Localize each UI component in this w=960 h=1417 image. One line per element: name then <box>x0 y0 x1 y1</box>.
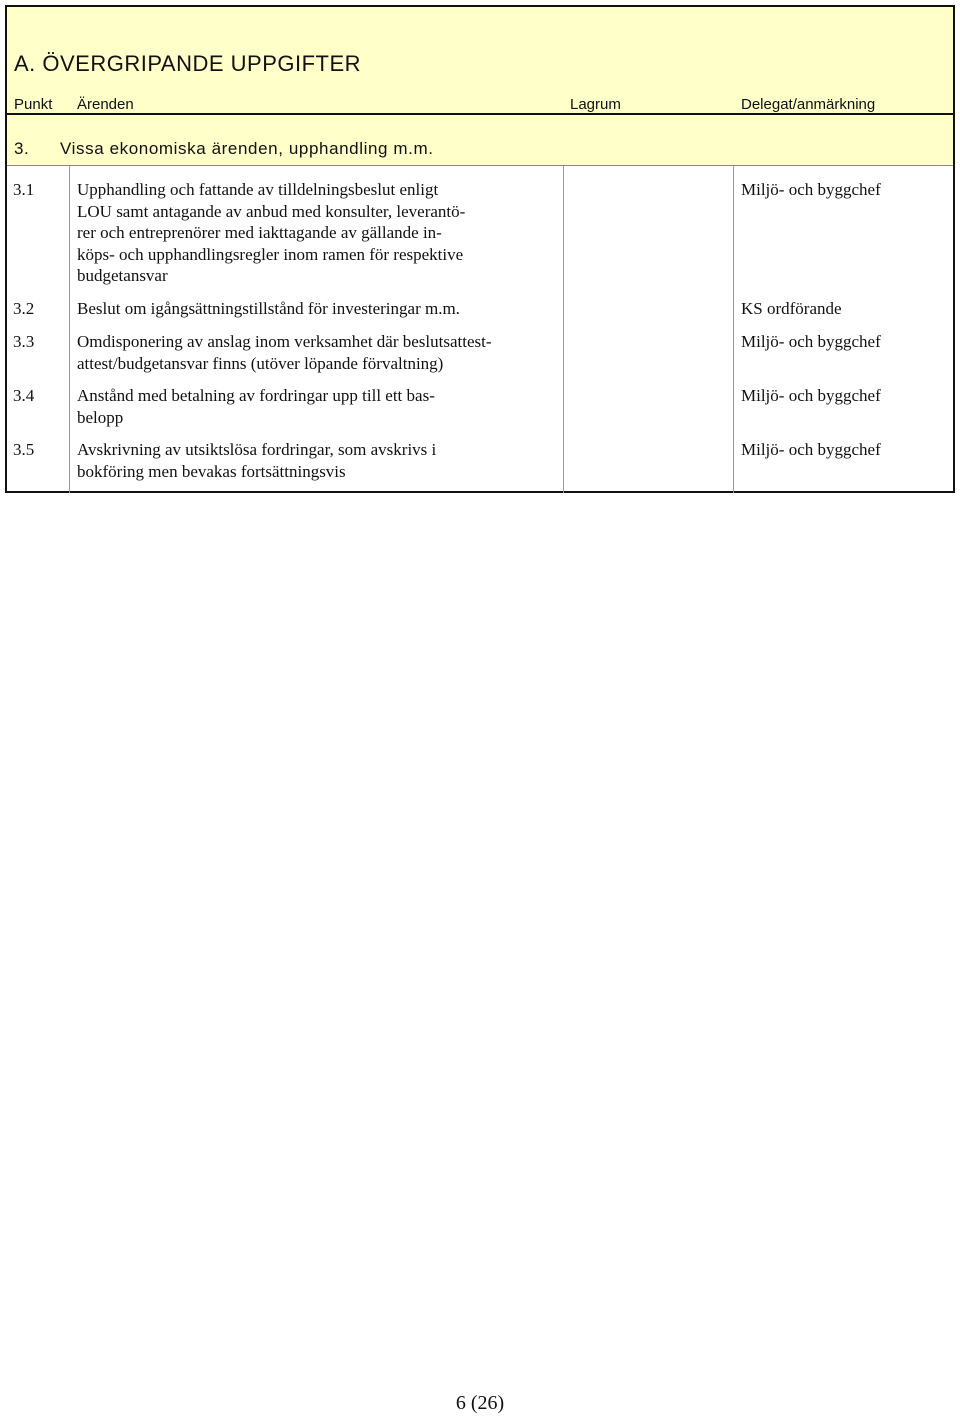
description-line: belopp <box>77 407 124 427</box>
description-line: Beslut om igångsättningstillstånd för investeringar m.m. <box>77 299 460 318</box>
row-number: 3.5 <box>13 440 35 459</box>
column-divider <box>563 166 564 493</box>
column-header-arenden: Ärenden <box>77 96 134 113</box>
row-delegate: Miljö- och byggchef <box>741 440 881 459</box>
section-number: 3. <box>14 139 30 158</box>
description-line: Anstånd med betalning av fordringar upp till ett bas- <box>77 386 435 405</box>
row-description <box>77 385 561 428</box>
description-line: budgetansvar <box>77 266 168 285</box>
delegation-table <box>5 5 955 493</box>
column-header-lagrum: Lagrum <box>570 96 621 113</box>
column-divider <box>69 166 70 493</box>
row-number: 3.3 <box>13 332 35 351</box>
column-header-delegat: Delegat/anmärkning <box>741 96 876 113</box>
column-divider <box>733 166 734 493</box>
row-delegate: Miljö- och byggchef <box>741 180 881 199</box>
row-delegate: Miljö- och byggchef <box>741 386 881 405</box>
description-line: köps- och upphandlingsregler inom ramen för respektive <box>77 244 464 264</box>
page-number: 6 (26) <box>455 1392 505 1414</box>
row-number: 3.4 <box>13 386 35 405</box>
description-line: attest/budgetansvar finns (utöver löpande förvaltning) <box>77 353 444 373</box>
description-line: Upphandling och fattande av tilldelningsbeslut enligt <box>77 180 439 199</box>
row-description <box>77 439 561 482</box>
section-heading <box>7 115 953 166</box>
row-description <box>77 298 561 320</box>
description-line: rer och entreprenörer med iakttagande av gällande in- <box>77 223 442 242</box>
row-delegate: Miljö- och byggchef <box>741 332 881 351</box>
description-line: Omdisponering av anslag inom verksamhet där beslutsattest- <box>77 332 492 351</box>
table-header <box>7 7 953 115</box>
column-header-punkt: Punkt <box>14 96 53 113</box>
row-number: 3.2 <box>13 299 35 318</box>
row-description <box>77 179 561 287</box>
page-title: A. ÖVERGRIPANDE UPPGIFTER <box>14 51 362 76</box>
description-line: bokföring men bevakas fortsättningsvis <box>77 461 346 481</box>
row-description <box>77 331 561 374</box>
description-line: Avskrivning av utsiktslösa fordringar, som avskrivs i <box>77 440 437 459</box>
section-title: Vissa ekonomiska ärenden, upphandling m.m. <box>60 139 434 158</box>
row-delegate: KS ordförande <box>741 299 842 318</box>
row-number: 3.1 <box>13 180 35 199</box>
description-line: LOU samt antagande av anbud med konsulter, leverantö- <box>77 201 466 221</box>
